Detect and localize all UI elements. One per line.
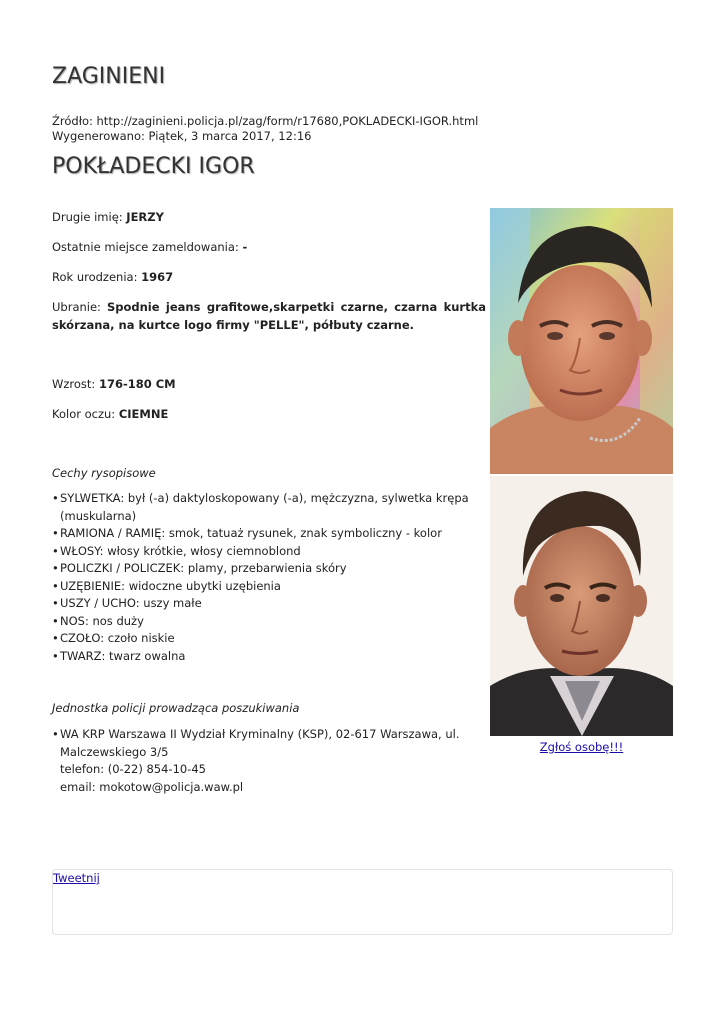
list-item: • UZĘBIENIE: widoczne ubytki uzębienia [52,578,492,596]
share-box [52,869,673,935]
report-person-link[interactable]: Zgłoś osobę!!! [539,740,624,754]
list-item: • USZY / UCHO: uszy małe [52,595,492,613]
birth-year-value: 1967 [141,270,174,284]
person-name: POKŁADECKI IGOR [52,154,255,179]
list-item: • RAMIONA / RAMIĘ: smok, tatuaż rysunek, znak symboliczny - kolor [52,525,492,543]
birth-year-label: Rok urodzenia: [52,270,138,284]
eye-color-field [52,407,168,421]
features-list [52,490,492,665]
eye-color-label: Kolor oczu: [52,407,116,421]
second-name-label: Drugie imię: [52,210,123,224]
features-heading: Cechy rysopisowe [52,466,156,480]
clothing-field [52,298,486,334]
list-item: • CZOŁO: czoło niskie [52,630,492,648]
list-item: • NOS: nos duży [52,613,492,631]
missing-person-photo-1 [490,208,673,474]
list-item: • TWARZ: twarz owalna [52,648,492,666]
clothing-value: Spodnie jeans grafitowe,skarpetki czarne, czarna kurtka skórzana, na kurtce logo firmy "PELLE", półbuty czarne. [52,300,486,332]
police-unit-heading: Jednostka policji prowadząca poszukiwania [52,701,300,715]
second-name-field [52,210,164,224]
list-item [52,726,486,796]
second-name-value: JERZY [126,210,164,224]
height-value: 176-180 CM [98,377,176,391]
missing-person-photo-2 [490,476,673,736]
list-item: • POLICZKI / POLICZEK: plamy, przebarwienia skóry [52,560,492,578]
police-unit-email: email: mokotow@policja.waw.pl [60,779,244,794]
last-residence-label: Ostatnie miejsce zameldowania: [52,240,239,254]
list-item: • WŁOSY: włosy krótkie, włosy ciemnoblond [52,543,492,561]
generated-date: Wygenerowano: Piątek, 3 marca 2017, 12:16 [52,129,312,143]
height-field [52,377,176,391]
clothing-label: Ubranie: [52,300,101,314]
last-residence-field [52,240,247,254]
birth-year-field [52,270,173,284]
list-item: • SYLWETKA: był (-a) daktyloskopowany (-a), mężczyzna, sylwetka krępa (muskularna) [52,490,492,525]
height-label: Wzrost: [52,377,96,391]
source-url: Źródło: http://zaginieni.policja.pl/zag/form/r17680,POKLADECKI-IGOR.html [52,114,479,128]
police-unit-phone: telefon: (0-22) 854-10-45 [60,762,207,776]
eye-color-value: CIEMNE [118,407,169,421]
police-unit-list [52,726,486,796]
tweet-link[interactable]: Tweetnij [53,871,100,885]
police-unit-name: • WA KRP Warszawa II Wydział Kryminalny (KSP), 02-617 Warszawa, ul. Malczewskiego 3/5 [60,727,460,759]
last-residence-value: - [242,240,248,254]
site-title: ZAGINIENI [52,64,166,89]
